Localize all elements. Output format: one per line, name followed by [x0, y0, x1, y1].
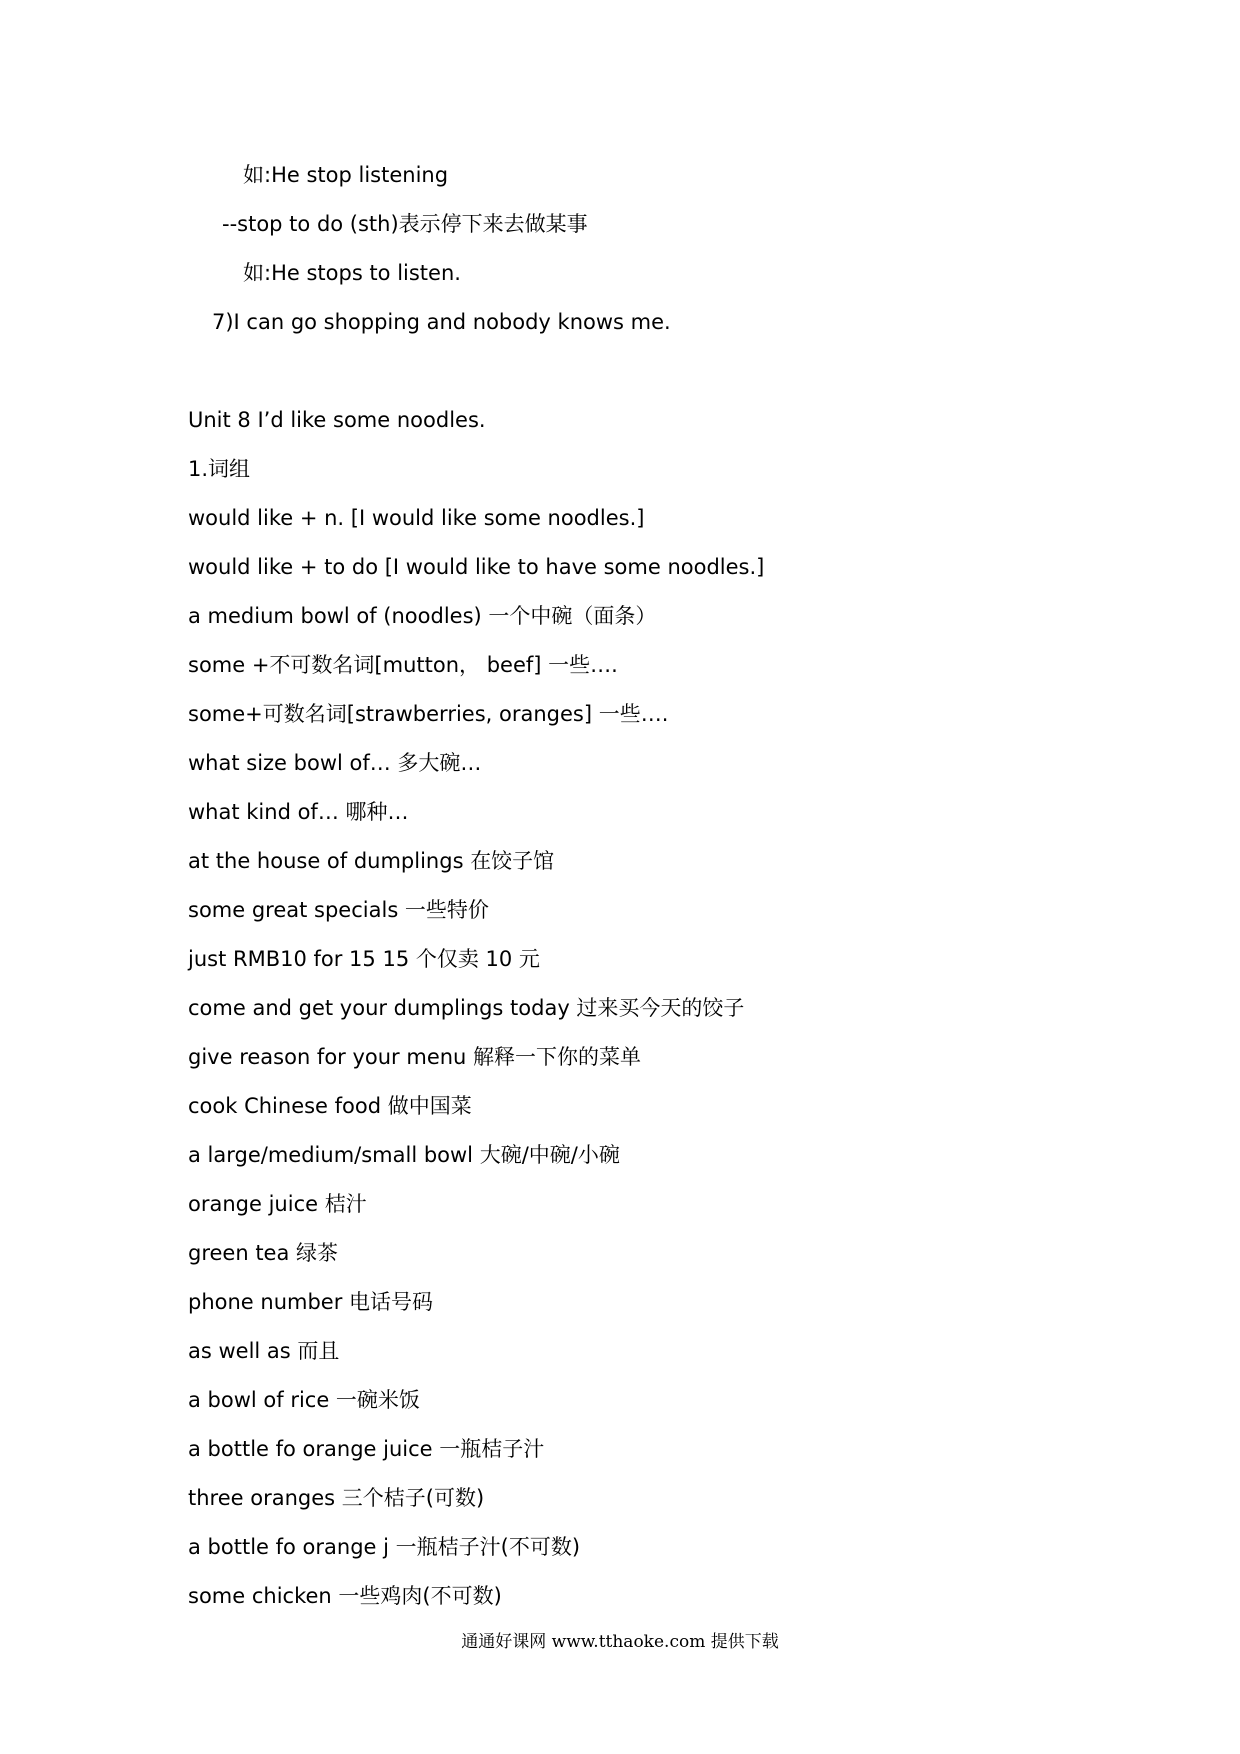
phrase-item: a bottle fo orange j 一瓶桔子汁(不可数) — [188, 1535, 581, 1559]
phrase-item: a bowl of rice 一碗米饭 — [188, 1388, 420, 1412]
phrase-item: as well as 而且 — [188, 1339, 340, 1363]
note-item-7: 7)I can go shopping and nobody knows me. — [212, 310, 671, 334]
phrase-item: three oranges 三个桔子(可数) — [188, 1486, 485, 1510]
phrase-item: come and get your dumplings today 过来买今天的饺子 — [188, 996, 745, 1020]
phrase-item: orange juice 桔汁 — [188, 1192, 367, 1216]
page-footer: 通通好课网 www.tthaoke.com 提供下载 — [461, 1632, 779, 1652]
phrase-item: a bottle fo orange juice 一瓶桔子汁 — [188, 1437, 545, 1461]
note-example-stops-to-listen: 如:He stops to listen. — [243, 261, 461, 285]
phrase-item: give reason for your menu 解释一下你的菜单 — [188, 1045, 642, 1069]
phrase-item: some great specials 一些特价 — [188, 898, 489, 922]
phrase-item: would like + n. [I would like some noodles.] — [188, 506, 645, 530]
phrase-item: some chicken 一些鸡肉(不可数) — [188, 1584, 502, 1608]
phrase-item: just RMB10 for 15 15 个仅卖 10 元 — [188, 947, 540, 971]
note-example-stop-listening: 如:He stop listening — [243, 163, 449, 187]
phrase-item: what size bowl of… 多大碗… — [188, 751, 482, 775]
unit-title: Unit 8 I’d like some noodles. — [188, 408, 486, 432]
phrase-item: a medium bowl of (noodles) 一个中碗（面条） — [188, 604, 657, 628]
note-stop-to-do: --stop to do (sth)表示停下来去做某事 — [222, 212, 588, 236]
phrase-item: cook Chinese food 做中国菜 — [188, 1094, 472, 1118]
section-heading: 1.词组 — [188, 457, 251, 481]
phrase-item: would like + to do [I would like to have some noodles.] — [188, 555, 765, 579]
phrase-item: some+可数名词[strawberries, oranges] 一些…. — [188, 702, 669, 726]
phrase-item: some +不可数名词[mutton， beef] 一些…. — [188, 653, 618, 677]
phrase-item: a large/medium/small bowl 大碗/中碗/小碗 — [188, 1143, 620, 1167]
phrase-item: at the house of dumplings 在饺子馆 — [188, 849, 555, 873]
phrase-item: green tea 绿茶 — [188, 1241, 339, 1265]
phrase-item: what kind of… 哪种… — [188, 800, 409, 824]
phrase-item: phone number 电话号码 — [188, 1290, 434, 1314]
